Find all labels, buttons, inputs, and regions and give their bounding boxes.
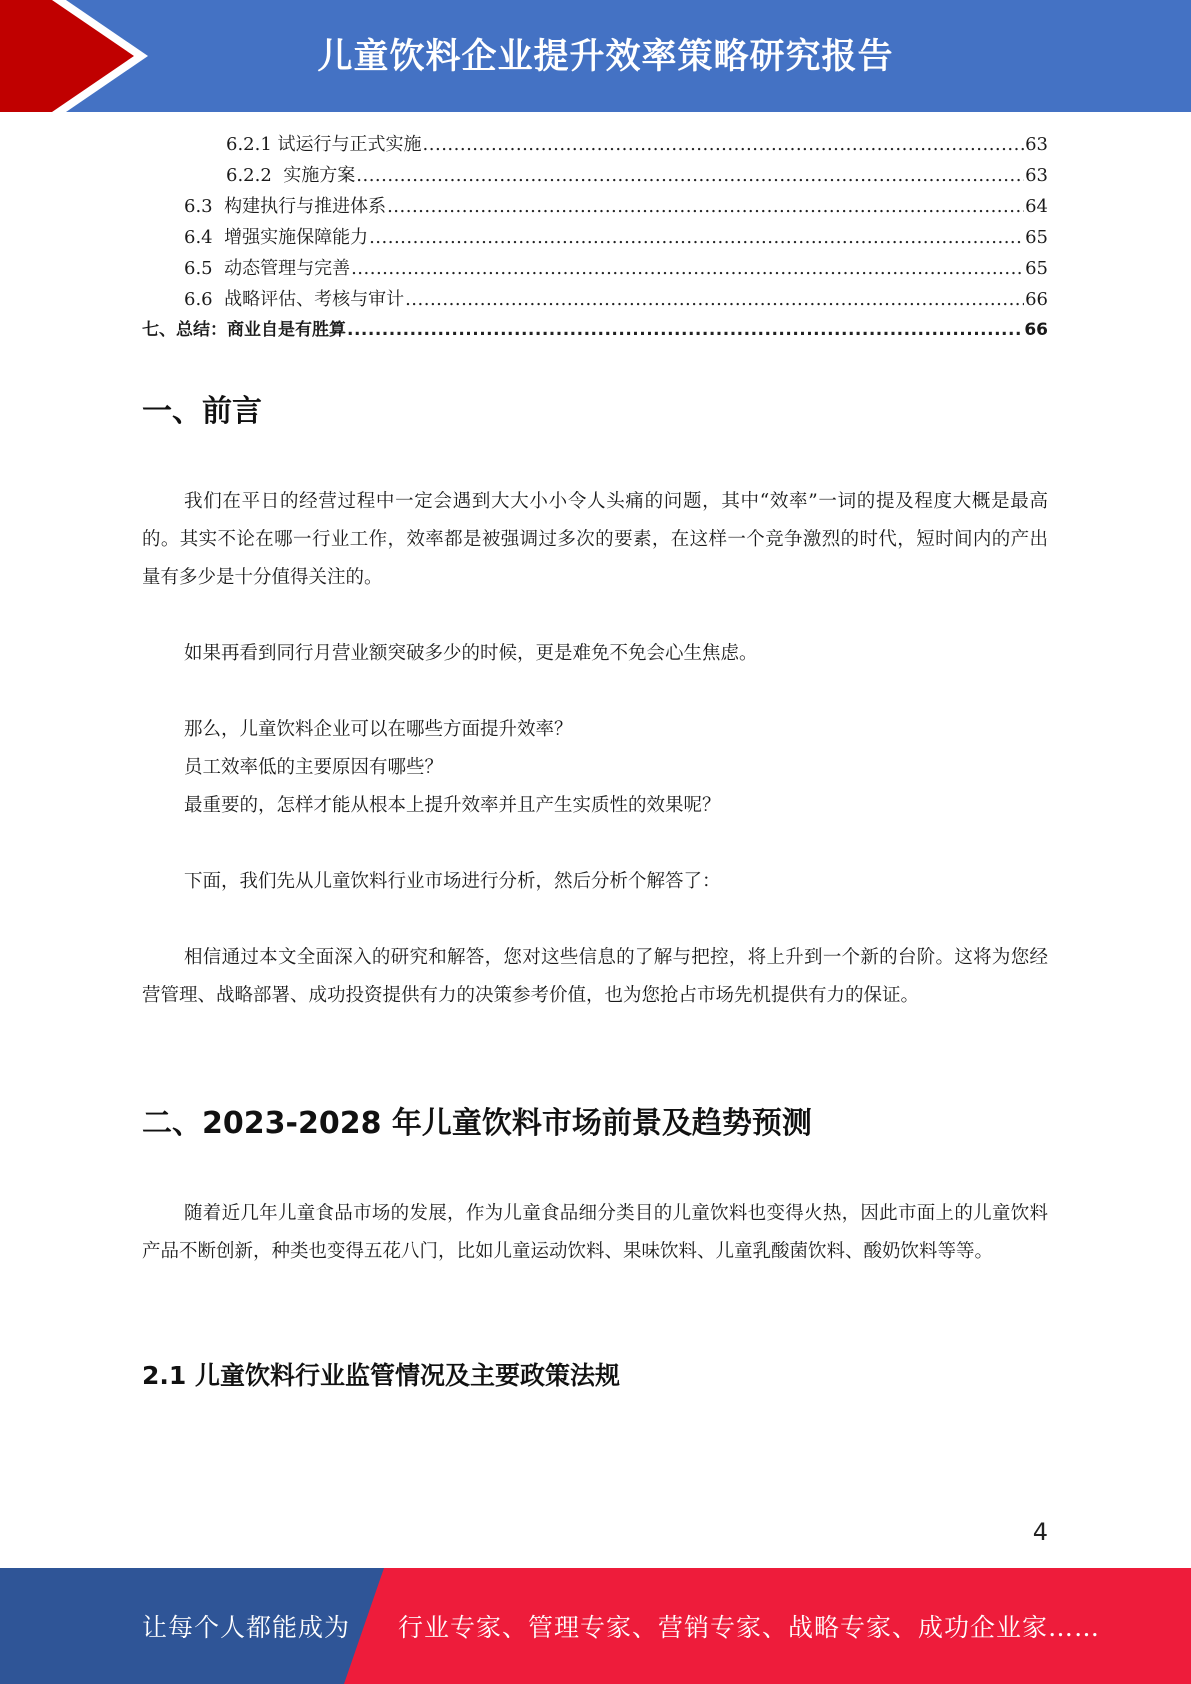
preface-paragraph: 如果再看到同行月营业额突破多少的时候，更是难免不免会心生焦虑。 bbox=[184, 643, 758, 664]
footer-banner bbox=[0, 1568, 1191, 1684]
toc-entry-label: 6.4 增强实施保障能力 bbox=[184, 227, 369, 248]
toc-entry[interactable] bbox=[142, 191, 1048, 222]
question-list bbox=[184, 711, 1048, 825]
section-heading-market-forecast: 二、2023-2028 年儿童饮料市场前景及趋势预测 bbox=[142, 1106, 812, 1141]
preface-paragraph: 我们在平日的经营过程中一定会遇到大大小小令人头痛的问题，其中“效率”一词的提及程度大概是最高的。其实不论在哪一行业工作，效率都是被强调过多次的要素，在这样一个竞争激烈的时代，短时间内的产出量有多少是十分值得关注的。 bbox=[142, 491, 1048, 588]
toc-entry-label: 七、总结：商业自是有胜算 bbox=[142, 320, 346, 340]
question-item: 最重要的，怎样才能从根本上提升效率并且产生实质性的效果呢？ bbox=[184, 795, 721, 816]
toc-entry-page: 63 bbox=[1025, 134, 1048, 155]
toc-entry[interactable] bbox=[142, 284, 1048, 315]
question-item: 那么，儿童饮料企业可以在哪些方面提升效率？ bbox=[184, 719, 573, 740]
toc-entry-page: 65 bbox=[1025, 258, 1048, 279]
toc-entry[interactable] bbox=[142, 129, 1048, 160]
question-item: 员工效率低的主要原因有哪些？ bbox=[184, 757, 444, 778]
toc-entry-page: 66 bbox=[1025, 289, 1048, 310]
toc-entry[interactable] bbox=[142, 315, 1048, 346]
preface-paragraph: 相信通过本文全面深入的研究和解答，您对这些信息的了解与把控，将上升到一个新的台阶。这将为您经营管理、战略部署、成功投资提供有力的决策参考价值，也为您抢占市场先机提供有力的保证。 bbox=[142, 947, 1048, 1006]
toc-entry-page: 66 bbox=[1024, 320, 1048, 340]
footer-slogan-right: 行业专家、管理专家、营销专家、战略专家、成功企业家…… bbox=[398, 1613, 1101, 1642]
toc-entry-label: 6.6 战略评估、考核与审计 bbox=[184, 289, 405, 310]
toc-leader-dots bbox=[347, 315, 1023, 346]
table-of-contents bbox=[142, 129, 1048, 346]
header-banner bbox=[0, 0, 1191, 112]
toc-entry-label: 6.2.1 试运行与正式实施 bbox=[226, 134, 422, 155]
toc-entry-page: 64 bbox=[1025, 196, 1048, 217]
page-number: 4 bbox=[1032, 1518, 1048, 1546]
market-paragraph: 随着近几年儿童食品市场的发展，作为儿童食品细分类目的儿童饮料也变得火热，因此市面上的儿童饮料产品不断创新，种类也变得五花八门，比如儿童运动饮料、果味饮料、儿童乳酸菌饮料、酸奶饮料等等。 bbox=[142, 1203, 1048, 1262]
toc-entry-label: 6.2.2 实施方案 bbox=[226, 165, 356, 186]
section-heading-preface: 一、前言 bbox=[142, 394, 262, 429]
toc-entry[interactable] bbox=[142, 160, 1048, 191]
toc-entry[interactable] bbox=[142, 222, 1048, 253]
toc-entry-page: 65 bbox=[1025, 227, 1048, 248]
toc-leader-dots bbox=[423, 129, 1025, 160]
report-title: 儿童饮料企业提升效率策略研究报告 bbox=[317, 37, 894, 77]
footer-slogan-left: 让每个人都能成为 bbox=[142, 1613, 351, 1642]
toc-entry[interactable] bbox=[142, 253, 1048, 284]
toc-entry-page: 63 bbox=[1025, 165, 1048, 186]
toc-leader-dots bbox=[351, 253, 1024, 284]
toc-leader-dots bbox=[405, 284, 1024, 315]
subsection-heading-regulation: 2.1 儿童饮料行业监管情况及主要政策法规 bbox=[142, 1361, 620, 1390]
preface-paragraph: 下面，我们先从儿童饮料行业市场进行分析，然后分析个解答了： bbox=[184, 871, 721, 892]
toc-entry-label: 6.5 动态管理与完善 bbox=[184, 258, 351, 279]
toc-leader-dots bbox=[369, 222, 1024, 253]
toc-leader-dots bbox=[356, 160, 1024, 191]
toc-entry-label: 6.3 构建执行与推进体系 bbox=[184, 196, 387, 217]
toc-leader-dots bbox=[387, 191, 1024, 222]
